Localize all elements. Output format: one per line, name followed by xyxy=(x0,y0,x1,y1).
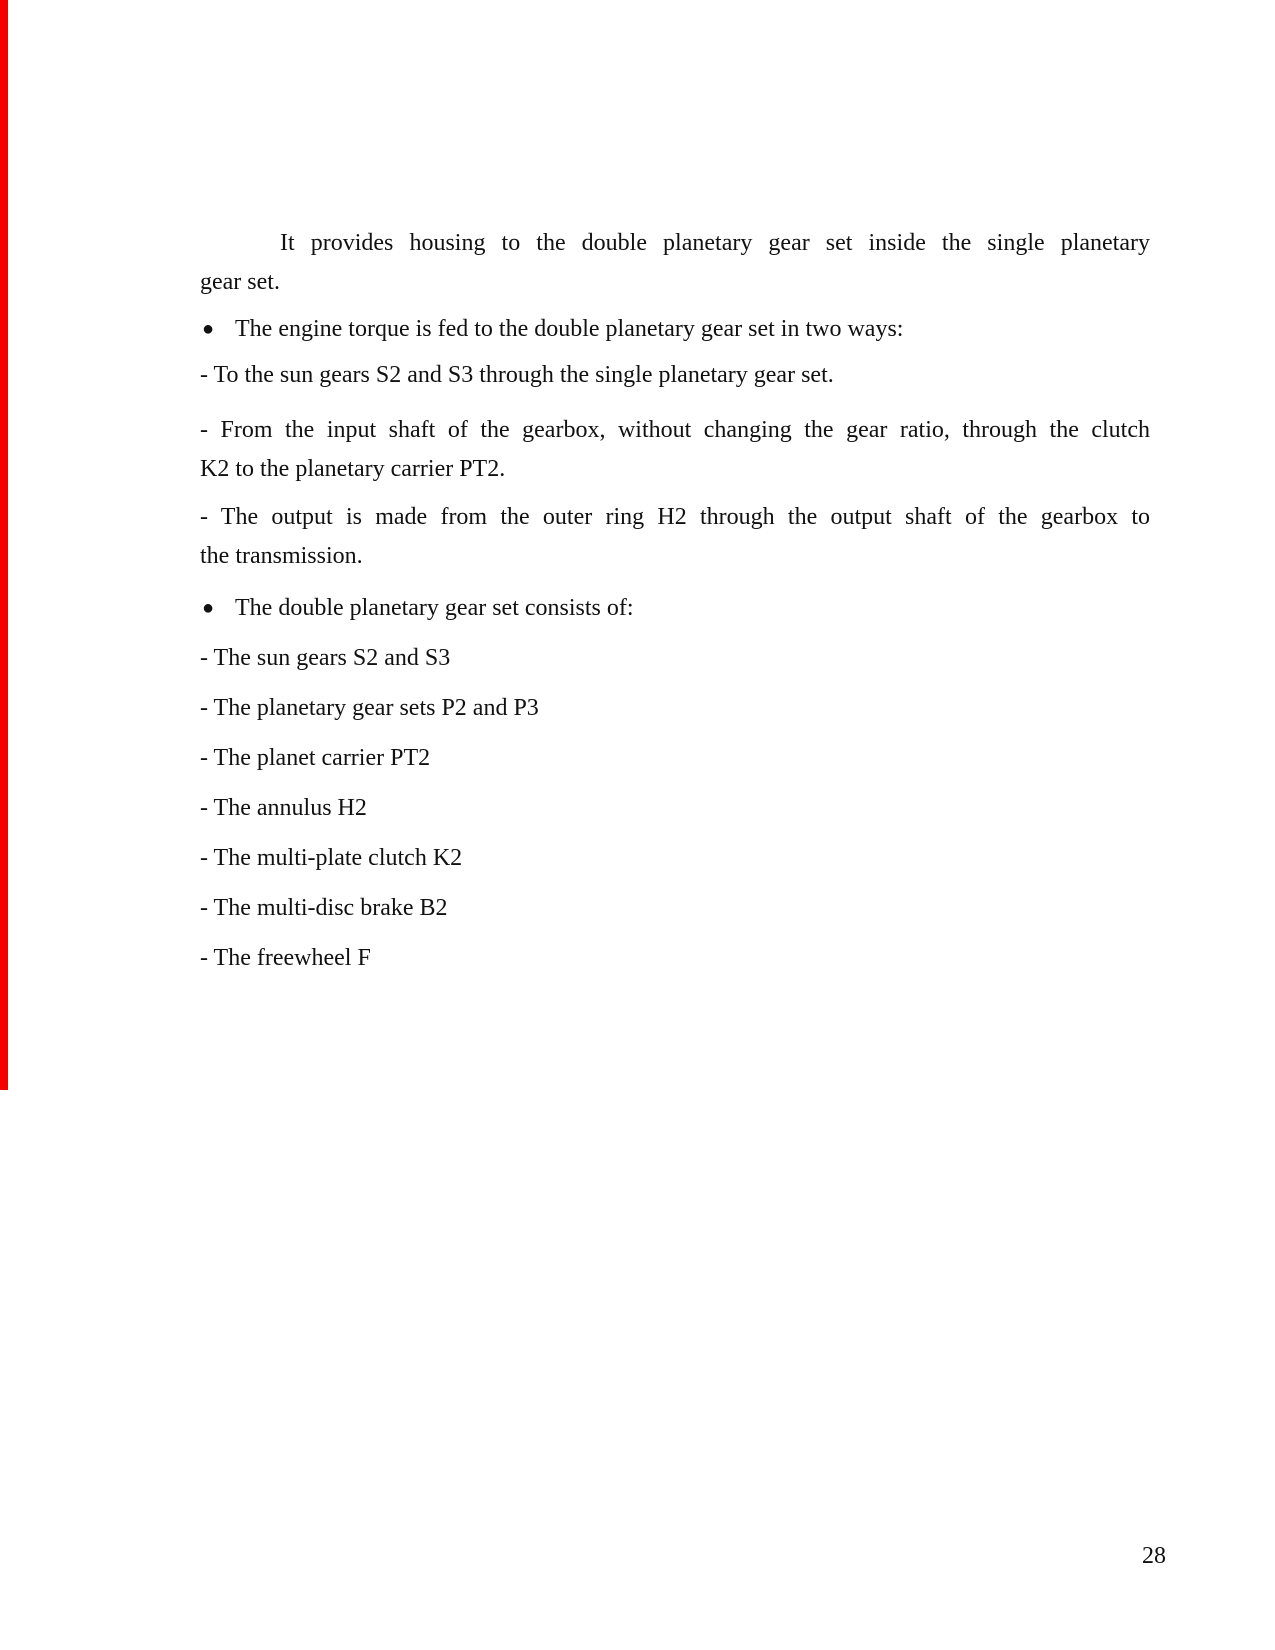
list-item: - The planet carrier PT2 xyxy=(200,745,431,771)
list-item: - The freewheel F xyxy=(200,945,371,971)
bullet-item-text: The engine torque is fed to the double planetary gear set in two ways: xyxy=(235,316,904,342)
paragraph-intro-line-1: It provides housing to the double planetary gear set inside the single planetary xyxy=(280,230,1150,256)
list-item: - The multi-disc brake B2 xyxy=(200,895,448,921)
dash-item-sun-gears-path: - To the sun gears S2 and S3 through the single planetary gear set. xyxy=(200,362,834,388)
scan-artifact-red-bar xyxy=(0,0,8,1090)
list-item: - The sun gears S2 and S3 xyxy=(200,645,451,671)
paragraph-input-shaft-line-1: - From the input shaft of the gearbox, without changing the gear ratio, through the clutch xyxy=(200,417,1150,443)
page-number: 28 xyxy=(1142,1543,1166,1569)
paragraph-input-shaft-line-2: K2 to the planetary carrier PT2. xyxy=(200,456,506,482)
bullet-item-engine-torque xyxy=(200,310,1150,349)
bullet-dot-icon: ● xyxy=(202,597,215,619)
paragraph-output-line-2: the transmission. xyxy=(200,543,363,569)
page-body xyxy=(200,224,1150,978)
list-item: - The annulus H2 xyxy=(200,795,367,821)
paragraph-output-line-1: - The output is made from the outer ring H2 through the output shaft of the gearbox to xyxy=(200,504,1150,530)
list-item: - The planetary gear sets P2 and P3 xyxy=(200,695,539,721)
bullet-dot-icon: ● xyxy=(202,318,215,340)
bullet-item-gear-set-consists xyxy=(200,589,1150,628)
bullet-item-text: The double planetary gear set consists of: xyxy=(235,595,634,621)
list-item: - The multi-plate clutch K2 xyxy=(200,845,463,871)
paragraph-intro-line-2: gear set. xyxy=(200,269,280,295)
